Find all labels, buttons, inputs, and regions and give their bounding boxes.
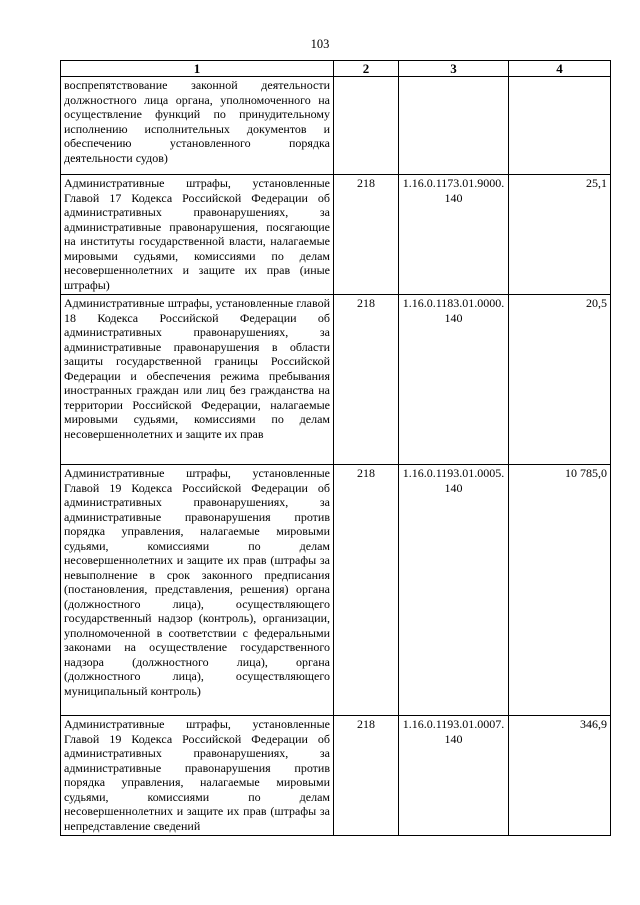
row-admin-code-cell: 218 (334, 716, 399, 836)
row-amount-cell: 10 785,0 (509, 465, 611, 716)
row-admin-code-cell (334, 77, 399, 175)
row-amount-cell: 25,1 (509, 175, 611, 295)
row-admin-code-cell: 218 (334, 175, 399, 295)
table-row (61, 295, 611, 465)
column-header-1: 1 (61, 61, 334, 77)
budget-table (60, 60, 611, 836)
row-classification-code-cell: 1.16.0.1193.01.0007. 140 (399, 716, 509, 836)
table-row (61, 77, 611, 175)
column-header-3: 3 (399, 61, 509, 77)
row-name-cell: Административные штрафы, установленные Главой 19 Кодекса Российской Федерации об административных правонарушениях, за административные правонарушения против порядка управления, налагаемые мировыми судьями, комиссиями по делам несовершеннолетних и защите их прав (штрафы за непредставление сведений (61, 716, 334, 836)
table-row (61, 716, 611, 836)
column-header-2: 2 (334, 61, 399, 77)
row-classification-code-cell: 1.16.0.1193.01.0005. 140 (399, 465, 509, 716)
row-admin-code-cell: 218 (334, 465, 399, 716)
row-amount-cell (509, 77, 611, 175)
table-header-row (61, 61, 611, 77)
row-name-cell: Административные штрафы, установленные главой 18 Кодекса Российской Федерации об административных правонарушениях, за административные правонарушения в области защиты государственной границы Российской Федерации и обеспечения режима пребывания иностранных граждан или лиц без гражданства на территории Российской Федерации, налагаемые мировыми судьями, комиссиями по делам несовершеннолетних и защите их прав (61, 295, 334, 465)
column-header-4: 4 (509, 61, 611, 77)
row-classification-code-cell: 1.16.0.1173.01.9000. 140 (399, 175, 509, 295)
table-row (61, 175, 611, 295)
row-name-cell: Административные штрафы, установленные Главой 19 Кодекса Российской Федерации об административных правонарушениях, за административные правонарушения против порядка управления, налагаемые мировыми судьями, комиссиями по делам несовершеннолетних и защите их прав (штрафы за невыполнение в срок законного предписания (постановления, представления, решения) органа (должностного лица), осуществляющего государственный надзор (контроль), организации, уполномоченной в соответствии с федеральными законами на осуществление государственного надзора (должностного лица), органа (должностного лица), осуществляющего муниципальный контроль) (61, 465, 334, 716)
row-classification-code-cell: 1.16.0.1183.01.0000. 140 (399, 295, 509, 465)
row-amount-cell: 20,5 (509, 295, 611, 465)
row-classification-code-cell (399, 77, 509, 175)
row-amount-cell: 346,9 (509, 716, 611, 836)
table-row (61, 465, 611, 716)
page-number: 103 (310, 37, 330, 51)
row-name-cell: воспрепятствование законной деятельности должностного лица органа, уполномоченного на осуществление функций по принудительному исполнению исполнительных документов и обеспечению установленного порядка деятельности судов) (61, 77, 334, 175)
row-admin-code-cell: 218 (334, 295, 399, 465)
row-name-cell: Административные штрафы, установленные Главой 17 Кодекса Российской Федерации об административных правонарушениях, за административные правонарушения, посягающие на институты государственной власти, налагаемые мировыми судьями, комиссиями по делам несовершеннолетних и защите их прав (иные штрафы) (61, 175, 334, 295)
